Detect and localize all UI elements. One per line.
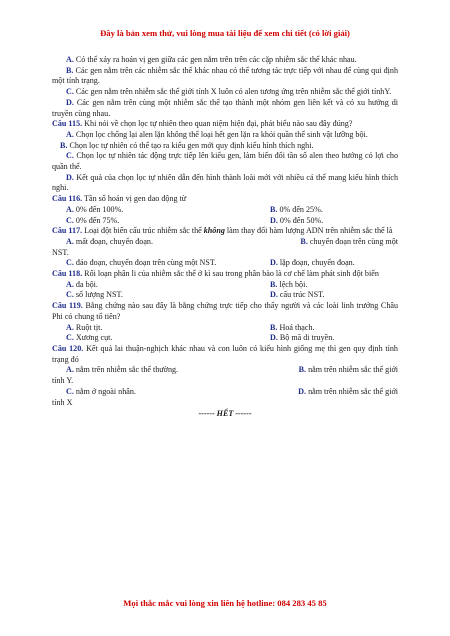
q116-options-row-2: C. 0% đến 75%. D. 0% đến 50%. [66, 215, 324, 225]
q119-options-row-2: C. Xương cụt. D. Bộ mã di truyền. [66, 333, 335, 343]
q116-options-row-1: A. 0% đến 100%. B. 0% đến 25%. [66, 204, 323, 214]
q120-options-row-1: A. nằm trên nhiễm sắc thể thường. B. nằm trên nhiễm sắc thể giới [66, 365, 398, 375]
question-117: Câu 117. Loại đột biến cấu trúc nhiễm sắc thể không làm thay đổi hàm lượng ADN trên nhiễm sắc thể là [52, 226, 393, 236]
q117-options-row-2: C. đảo đoạn, chuyển đoạn trên cùng một NST. D. lặp đoạn, chuyển đoạn. [66, 258, 355, 268]
q114-option-c: C. Các gen nằm trên nhiễm sắc thể giới tính X luôn có alen tương ứng trên nhiễm sắc thể giới tínhY. [66, 87, 392, 97]
q115-option-b: B. Chọn lọc tự nhiên có thể tạo ra kiểu gen mới quy định kiểu hình thích nghi. [60, 140, 314, 150]
q114-option-a: A. Có thể xảy ra hoán vị gen giữa các gen nằm trên trên các cặp nhiễm sắc thể khác nhau. [66, 55, 357, 64]
q117-option-b-tail: NST. [52, 247, 69, 257]
question-119: Câu 119. Bằng chứng nào sau đây là bằng chứng trực tiếp cho thấy người và các loài linh trưởng Châu Phi có chung tổ tiên? [52, 301, 399, 321]
q119-options-row-1: A. Ruột tịt. B. Hoá thạch. [66, 322, 315, 332]
q114-option-d: D. Các gen nằm trên cùng một nhiễm sắc thể tạo thành một nhóm gen liên kết và có xu hướng di truyền cùng nhau. [52, 97, 398, 118]
end-marker: ------ HẾT ------ [198, 409, 252, 419]
question-116: Câu 116. Tần số hoán vị gen dao động từ [52, 194, 187, 204]
q115-option-a: A. Chọn lọc chống lại alen lặn không thể loại hết gen lặn ra khỏi quần thể sinh vật lưỡng bội. [66, 129, 368, 139]
q115-option-c: C. Chọn lọc tự nhiên tác động trực tiếp lên kiểu gen, làm biến đổi tần số alen theo hướng có lợi cho quần thể. [52, 151, 399, 172]
q120-option-d-tail: tính X [52, 397, 73, 407]
q117-options-row-1: A. mất đoạn, chuyển đoạn. B. chuyển đoạn trên cùng một [66, 236, 398, 246]
q120-option-b-tail: tính Y. [52, 376, 74, 386]
question-115: Câu 115. Khi nói về chọn lọc tự nhiên theo quan niệm hiện đại, phát biểu nào sau đây đúng? [52, 119, 353, 129]
q115-option-d: D. Kết quả của chọn lọc tự nhiên dẫn đến hình thành loài mới với nhiều cá thể mang kiểu hình thích nghi. [52, 172, 398, 193]
question-118: Câu 118. Rối loạn phân li của nhiễm sắc thể ở kì sau trong phân bào là cơ chế làm phát sinh đột biến [52, 269, 379, 279]
hotline-footer: Mọi thắc mắc vui lòng xin liên hệ hotline: 084 283 45 85 [123, 598, 327, 608]
question-120: Câu 120. Kết quả lai thuận-nghịch khác nhau và con luôn có kiểu hình giống mẹ thì gen quy định tính trạng đó [52, 343, 398, 364]
q120-options-row-2: C. nằm ở ngoài nhân. D. nằm trên nhiễm sắc thể giới [66, 386, 398, 396]
preview-notice-header: Đây là bản xem thử, vui lòng mua tài liệu để xem chi tiết (có lời giải) [100, 28, 350, 38]
document-body [52, 55, 398, 420]
q118-options-row-2: C. số lượng NST. D. cấu trúc NST. [66, 290, 325, 300]
q118-options-row-1: A. đa bội. B. lệch bội. [66, 279, 308, 289]
q114-option-b: B. Các gen nằm trên các nhiễm sắc thể khác nhau có thể tương tác trực tiếp với nhau để cùng qui định một tính trạng. [52, 65, 399, 86]
